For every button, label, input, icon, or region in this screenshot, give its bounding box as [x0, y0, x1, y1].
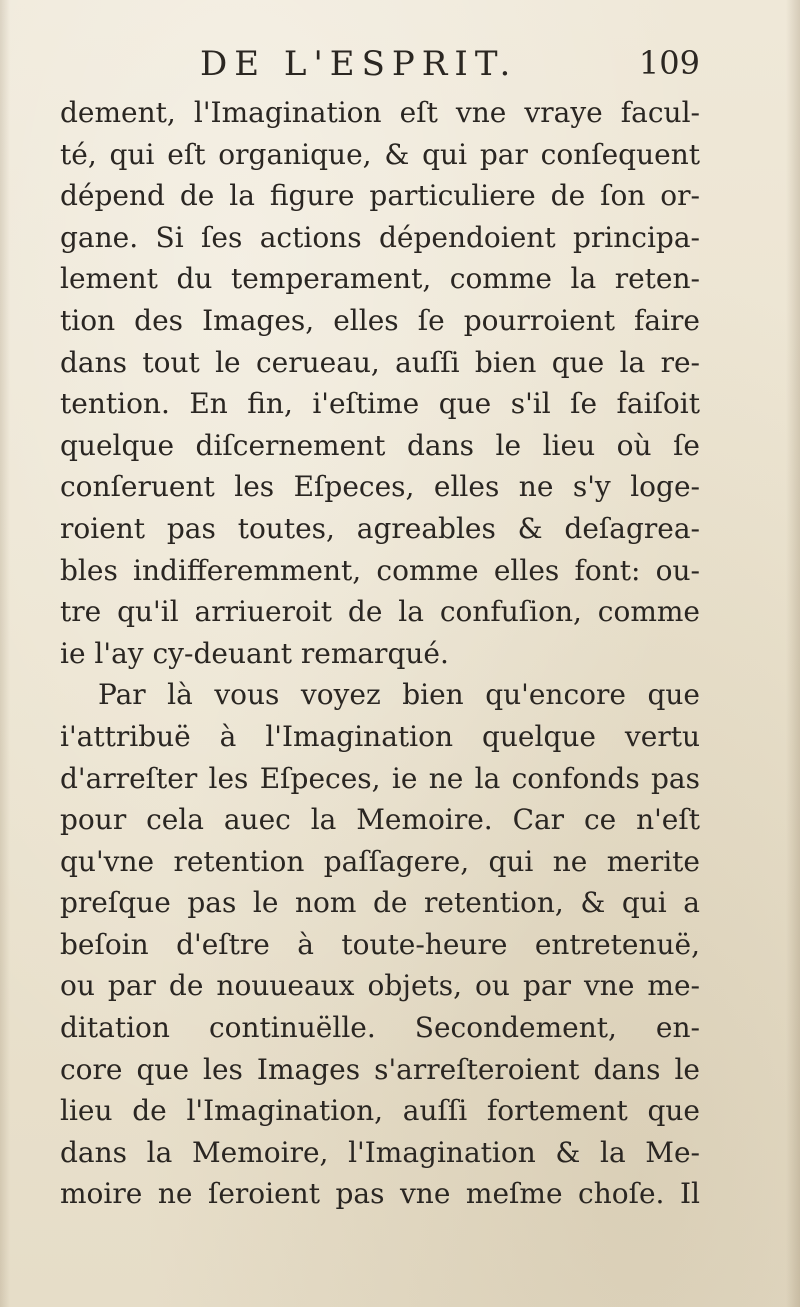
text-line: pour cela auec la Memoire. Car ce n'eſt: [60, 803, 700, 837]
text-line: i'attribuë à l'Imagination quelque vertu: [60, 719, 700, 753]
running-head-title: DE L'ESPRIT.: [200, 44, 518, 84]
page-number: 109: [638, 44, 700, 82]
text-line: gane. Si ſes actions dépendoient principa-: [60, 220, 700, 254]
paragraph-end-line: ie l'ay cy-deuant remarqué.: [60, 636, 449, 670]
text-line: dement, l'Imagination eſt vne vraye facul-: [60, 96, 700, 129]
text-line: qu'vne retention paſſagere, qui ne merite: [60, 844, 700, 878]
text-line: d'arreſter les Eſpeces, ie ne la confonds pas: [60, 761, 700, 795]
text-line: té, qui eſt organique, & qui par conſequent: [60, 137, 700, 171]
text-line: tre qu'il arriueroit de la confuſion, comme: [60, 595, 700, 629]
page-right-edge-shadow: [786, 0, 800, 1307]
text-line: lieu de l'Imagination, auſſi fortement que: [60, 1094, 700, 1128]
text-line: conſeruent les Eſpeces, elles ne s'y loge-: [60, 470, 700, 504]
text-line: tention. En fin, i'eſtime que s'il ſe faiſoit: [60, 387, 700, 421]
text-line: core que les Images s'arreſteroient dans le: [60, 1052, 700, 1086]
paragraph-first-line: Par là vous voyez bien qu'encore que: [98, 678, 700, 712]
text-line: lement du temperament, comme la reten-: [60, 262, 700, 296]
text-line: tion des Images, elles ſe pourroient faire: [60, 303, 700, 337]
text-line: ditation continuëlle. Secondement, en-: [60, 1011, 700, 1045]
text-line: dans la Memoire, l'Imagination & la Me-: [60, 1135, 700, 1169]
body-text: [60, 92, 700, 1215]
text-line: dans tout le cerueau, auſſi bien que la re-: [60, 345, 700, 379]
text-line: ou par de nouueaux objets, ou par vne me-: [60, 969, 700, 1003]
running-head: [60, 44, 700, 94]
text-line: moire ne ſeroient pas vne meſme choſe. Il: [60, 1177, 700, 1211]
text-line: bles indifferemment, comme elles font: ou-: [60, 553, 700, 587]
text-line: quelque diſcernement dans le lieu où ſe: [60, 428, 700, 462]
text-line: roient pas toutes, agreables & deſagrea-: [60, 511, 700, 545]
text-line: dépend de la figure particuliere de ſon or-: [60, 179, 700, 213]
page-left-edge-shadow: [0, 0, 10, 1307]
text-line: preſque pas le nom de retention, & qui a: [60, 886, 700, 920]
text-line: beſoin d'eſtre à toute-heure entretenuë,: [60, 927, 700, 961]
